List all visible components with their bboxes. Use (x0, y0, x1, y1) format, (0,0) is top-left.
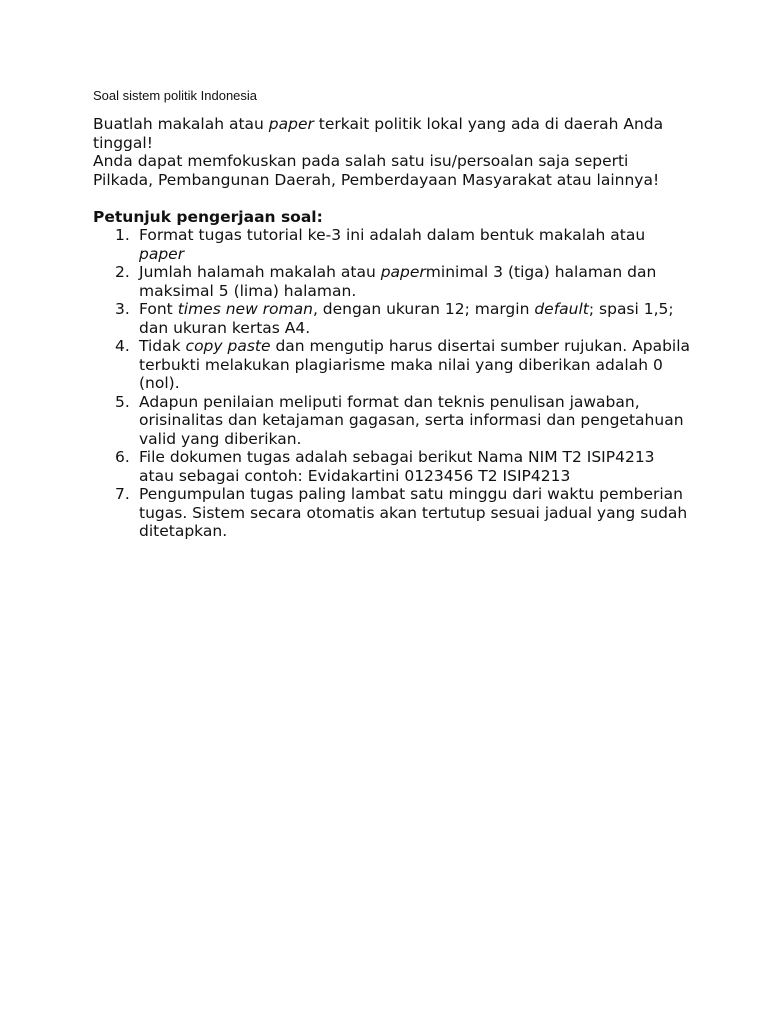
list-item (93, 448, 693, 485)
blank-line (93, 189, 693, 208)
list-number: 4. (115, 337, 130, 355)
item-text: Jumlah halamah makalah atau (139, 263, 381, 281)
instructions-heading: Petunjuk pengerjaan soal: (93, 207, 323, 226)
item-text: File dokumen tugas adalah sebagai berikut Nama NIM T2 ISIP4213 atau sebagai contoh: Evidakartini 0123456 T2 ISIP4213 (139, 448, 655, 485)
list-number: 5. (115, 392, 130, 411)
list-item (93, 393, 693, 449)
emphasis-text: default (534, 300, 589, 318)
emphasis-text: paper (380, 263, 426, 281)
emphasis-text: times new roman (177, 300, 313, 318)
instructions-list (93, 226, 693, 541)
list-number: 6. (115, 448, 130, 466)
list-number: 7. (115, 485, 130, 503)
intro-text: terkait politik lokal yang ada di daerah Anda tinggal! (93, 115, 664, 152)
list-item (93, 337, 693, 393)
item-text: dan mengutip harus disertai sumber rujukan. Apabila terbukti melakukan plagiarisme maka nilai yang diberikan adalah 0 (nol). (139, 337, 691, 392)
item-text: Adapun penilaian meliputi format dan teknis penulisan jawaban, orisinalitas dan ketajaman gagasan, serta informasi dan pengetahuan valid yang diberikan. (139, 392, 684, 448)
emphasis-text: copy paste (185, 337, 271, 355)
list-item (93, 300, 693, 337)
document-page (93, 88, 693, 541)
item-text: , dengan ukuran 12; margin (312, 300, 535, 318)
item-text: ; spasi 1,5; dan ukuran kertas A4. (139, 300, 674, 337)
document-title: Soal sistem politik Indonesia (93, 88, 258, 103)
list-number: 3. (115, 300, 130, 318)
item-text: Format tugas tutorial ke-3 ini adalah dalam bentuk makalah atau (139, 226, 646, 244)
emphasis-text: paper (268, 115, 314, 133)
item-text: Tidak (139, 337, 186, 355)
item-text: Pengumpulan tugas paling lambat satu minggu dari waktu pemberian tugas. Sistem secara otomatis akan tertutup sesuai jadual yang sudah ditetapkan. (139, 485, 688, 540)
list-item (93, 263, 693, 300)
item-text: Font (139, 300, 178, 318)
intro-text: Buatlah makalah atau (93, 115, 269, 133)
list-item (93, 485, 693, 541)
intro-paragraph-2: Anda dapat memfokuskan pada salah satu isu/persoalan saja seperti Pilkada, Pembangunan Daerah, Pemberdayaan Masyarakat atau lainnya! (93, 152, 660, 189)
item-text: minimal 3 (tiga) halaman dan maksimal 5 (lima) halaman. (139, 263, 657, 300)
list-number: 2. (115, 263, 130, 281)
list-item (93, 226, 693, 263)
list-number: 1. (115, 226, 130, 244)
emphasis-text: paper (139, 244, 185, 263)
intro-paragraph-1 (93, 115, 693, 152)
